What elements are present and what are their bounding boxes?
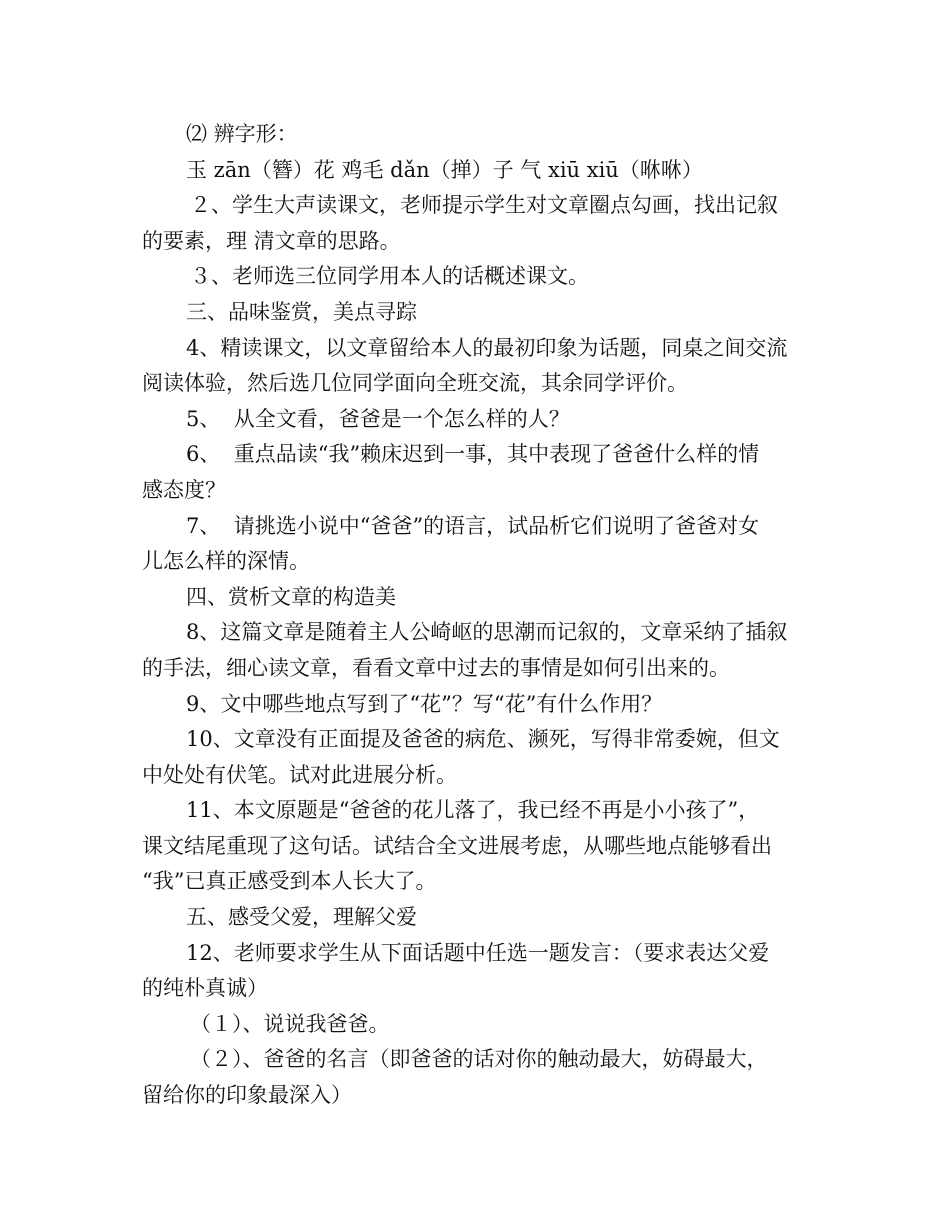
paragraph-line: 5、 从全文看，爸爸是一个怎么样的人？ [186, 406, 570, 431]
paragraph-line: ２、学生大声读课文，老师提示学生对文章圈点勾画，找出记叙 [190, 193, 778, 218]
section-heading: 四、赏析文章的构造美 [186, 584, 396, 609]
paragraph-line: （１）、说说我爸爸。 [190, 1011, 390, 1036]
section-heading: 三、品味鉴赏，美点寻踪 [186, 299, 417, 324]
paragraph-line: 6、 重点品读“我”赖床迟到一事，其中表现了爸爸什么样的情 [186, 442, 760, 467]
section-heading: 五、感受父爱，理解父爱 [186, 905, 417, 930]
paragraph-line: 玉 zān（簪）花 鸡毛 dǎn（掸）子 气 xiū xiū（咻咻） [186, 157, 703, 182]
paragraph-line: ⑵ 辨字形： [186, 122, 298, 146]
paragraph-line: 阅读体验，然后选几位同学面向全班交流，其余同学评价。 [142, 371, 688, 396]
paragraph-line: 的手法，细心读文章，看看文章中过去的事情是如何引出来的。 [142, 655, 730, 680]
paragraph-line: 7、 请挑选小说中“爸爸”的语言，试品析它们说明了爸爸对女 [186, 513, 760, 538]
document-body [142, 117, 814, 1114]
paragraph-line: 课文结尾重现了这句话。试结合全文进展考虑，从哪些地点能够看出 [142, 833, 772, 858]
paragraph-line: 留给你的印象最深入） [142, 1083, 352, 1108]
paragraph-line: 的要素，理 清文章的思路。 [142, 228, 401, 253]
paragraph-line: 9、文中哪些地点写到了“花”？写“花”有什么作用？ [186, 691, 663, 716]
paragraph-line: 感态度？ [142, 477, 226, 502]
paragraph-line: 8、这篇文章是随着主人公崎岖的思潮而记叙的，文章采纳了插叙 [186, 620, 788, 645]
paragraph-line: （２）、爸爸的名言（即爸爸的话对你的触动最大，妨碍最大， [190, 1047, 768, 1072]
paragraph-line: 11、本文原题是“爸爸的花儿落了，我已经不再是小小孩了”， [186, 798, 760, 823]
paragraph-line: “我”已真正感受到本人长大了。 [142, 869, 437, 894]
paragraph-line: 10、文章没有正面提及爸爸的病危、濒死，写得非常委婉，但文 [186, 727, 780, 752]
paragraph-line: 4、精读课文，以文章留给本人的最初印象为话题，同桌之间交流 [186, 335, 788, 360]
paragraph-line: 中处处有伏笔。试对此进展分析。 [142, 762, 457, 787]
paragraph-line: 儿怎么样的深情。 [142, 549, 310, 574]
paragraph-line: 12、老师要求学生从下面话题中任选一题发言：（要求表达父爱 [186, 940, 770, 965]
paragraph-line: ３、老师选三位同学用本人的话概述课文。 [190, 264, 589, 289]
paragraph-line: 的纯朴真诚） [142, 976, 268, 1001]
